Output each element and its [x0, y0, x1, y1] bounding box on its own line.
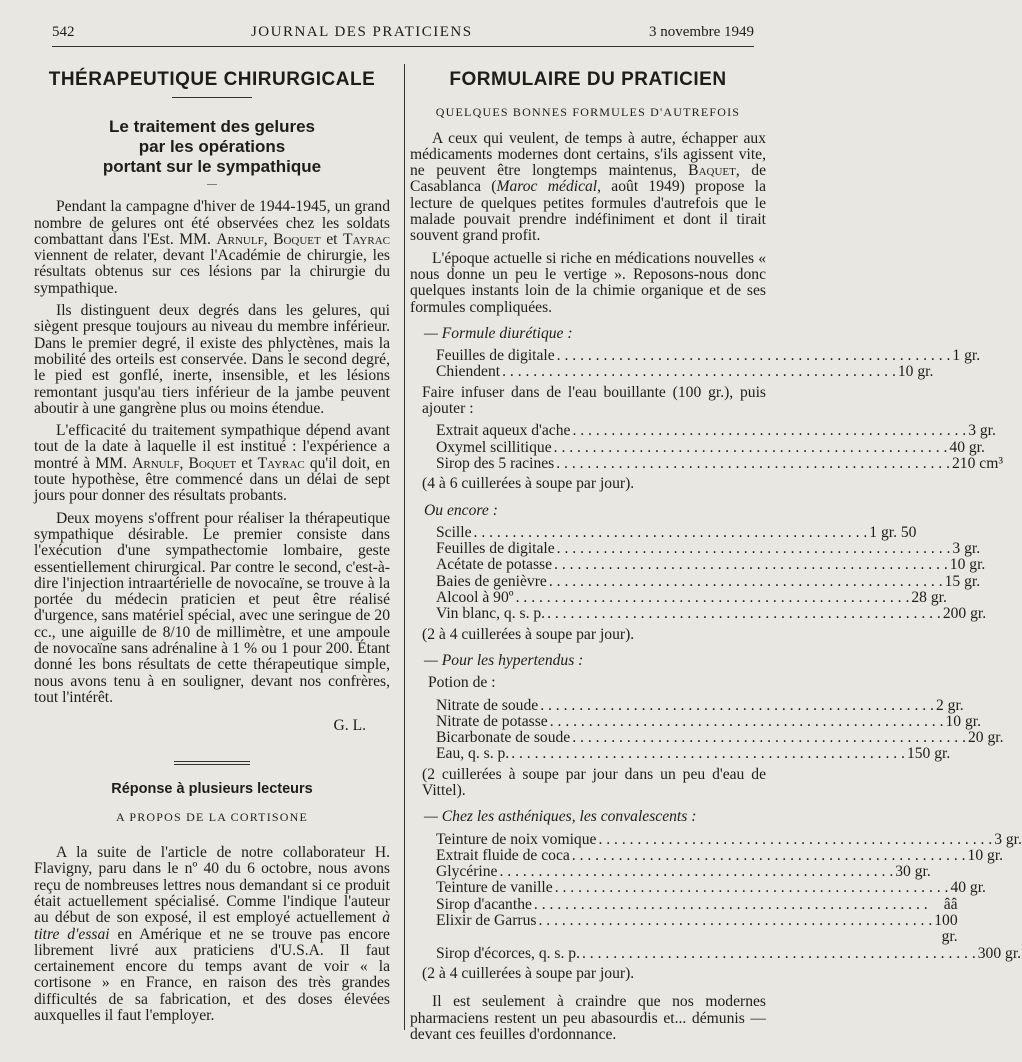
- ingredient-row: Sirop d'écorces, q. s. p. . . . 300 gr.: [436, 946, 766, 962]
- dosage-note: (2 à 4 cuillerées à soupe par jour).: [422, 625, 635, 643]
- reply-title: Réponse à plusieurs lecteurs: [111, 780, 313, 797]
- ingredient-row: Eau, q. s. p. . . . 150 gr.: [436, 746, 766, 762]
- ingredient-row: Elixir de Garrus . . .: [436, 913, 934, 929]
- formula-rows: [436, 347, 981, 381]
- journal-title: JOURNAL DES PRATICIENS: [250, 24, 473, 40]
- intro-paragraph: A ceux qui veulent, de temps à autre, échapper aux médicaments modernes dont certains, s'ils agissent vite, ne peuvent être longtemps maintenus, Baquet, de Casablanca (Maroc médical, août 1949) propose la lecture de quelques petites formules d'autrefois que le malade pouvait prendre indéfiniment et dont il tirait souvent grand profit.: [410, 129, 767, 245]
- ingredient-row: Extrait fluide de coca . . . 10 gr.: [436, 848, 766, 864]
- ingredient-row: Extrait aqueux d'ache . . . 3 gr.: [436, 423, 766, 439]
- dosage-note: (2 cuillerées à soupe par jour dans un peu d'eau de Vittel).: [422, 765, 766, 799]
- section-title-right: FORMULAIRE DU PRATICIEN: [449, 69, 727, 90]
- article-paragraph: L'efficacité du traitement sympathique dépend avant tout de la date à laquelle il est institué : l'expérience a montré à MM. Arnulf, Boquet et Tayrac qu'il doit, en toute hypothèse, être commencé dans un délai de sept jours pour donner des résultats probants.: [34, 422, 391, 505]
- column-divider: [404, 64, 405, 1030]
- header-rule: [52, 46, 754, 47]
- double-rule: [174, 761, 250, 765]
- section-title-left: THÉRAPEUTIQUE CHIRURGICALE: [48, 69, 376, 90]
- ingredient-row: Vin blanc, q. s. p. . . . 200 gr.: [436, 606, 766, 622]
- article-title: [34, 117, 390, 177]
- article-title-line: Le traitement des gelures: [109, 117, 315, 137]
- formulaire-subtitle: QUELQUES BONNES FORMULES D'AUTREFOIS: [435, 105, 741, 120]
- signature: G. L.: [333, 717, 366, 735]
- ingredient-row: Nitrate de potasse . . . 10 gr.: [436, 714, 766, 730]
- section-rule: [172, 97, 252, 98]
- dosage-note: (2 à 4 cuillerées à soupe par jour).: [422, 964, 635, 982]
- reply-paragraph: A la suite de l'article de notre collaborateur H. Flavigny, paru dans le nº 40 du 6 octobre, nous avons reçu de nombreuses lettres nous demandant si ce produit était actuellement spécialisé. Comme l'indique l'auteur au début de son exposé, il est employé actuellement à titre d'essai en Amérique et ne se trouve pas encore librement livré aux praticiens d'U.S.A. Il faut certainement encore du temps avant de voir « la cortisone » en France, en raison des très grandes difficultés de sa fabrication, et des doses élevées auxquelles il faut l'employer.: [34, 844, 390, 1025]
- ingredient-row: Scille . . . 1 gr. 50: [436, 525, 766, 541]
- formula-heading: Ou encore :: [424, 501, 498, 519]
- ingredient-row: Acétate de potasse . . . 10 gr.: [436, 557, 766, 573]
- ingredient-row: Feuilles de digitale . . . 3 gr.: [436, 541, 766, 557]
- issue-date: 3 novembre 1949: [649, 24, 754, 40]
- formula-instruction: Faire infuser dans de l'eau bouillante (100 gr.), puis ajouter :: [422, 383, 766, 418]
- ingredient-row: Feuilles de digitale . . . 1 gr.: [436, 348, 766, 364]
- ingredient-row: Teinture de vanille . . . 40 gr.: [436, 880, 766, 896]
- pair-quantity: ââ 100 gr.: [934, 895, 958, 946]
- formula-heading: — Pour les hypertendus :: [424, 651, 584, 669]
- article-paragraph: Ils distinguent deux degrés dans les gelures, qui siègent presque toujours au niveau du membre inférieur. Dans le premier degré, il existe des phlyctènes, mais la mobilité des orteils est conservée. Dans le second degré, le pied est gonflé, inerte, insensible, et les lésions remontant jusqu'au tiers inférieur de la jambe peuvent aboutir à une gangrène plus ou moins étendue.: [34, 302, 390, 417]
- reply-subtitle: A PROPOS DE LA CORTISONE: [115, 809, 309, 824]
- page-header: [52, 24, 754, 44]
- ingredient-row: Oxymel scillitique . . . 40 gr.: [436, 440, 766, 456]
- formula-heading: — Chez les asthéniques, les convalescents :: [424, 808, 697, 826]
- ingredient-row: Alcool à 90º . . . 28 gr.: [436, 590, 766, 606]
- closing-paragraph: Il est seulement à craindre que nos modernes pharmaciens restent un peu abasourdis et... démunis — devant ces feuilles d'ordonnance.: [410, 993, 766, 1043]
- formula-heading: — Formule diurétique :: [424, 324, 573, 342]
- formula-rows: [436, 830, 1022, 962]
- ingredient-row: Chiendent . . . 10 gr.: [436, 364, 766, 380]
- ingredient-row: Nitrate de soude . . . 2 gr.: [436, 698, 766, 714]
- right-column: [410, 66, 1022, 1043]
- ingredient-row: Sirop d'acanthe . . .: [436, 897, 934, 913]
- formula-rows: [436, 422, 1003, 472]
- article-paragraph: Pendant la campagne d'hiver de 1944-1945, un grand nombre de gelures ont été observées chez les soldats combattant dans l'Est. MM. Arnulf, Boquet et Tayrac viennent de relater, devant l'Académie de chirurgie, les résultats obtenus sur ces lésions par la chirurgie du sympathique.: [34, 198, 390, 297]
- ingredient-row: Baies de genièvre . . . 15 gr.: [436, 574, 766, 590]
- left-column: [34, 66, 390, 1024]
- ingredient-pair: [436, 895, 958, 946]
- article-title-line: portant sur le sympathique: [102, 157, 322, 177]
- ingredient-row: Glycérine . . . 30 gr.: [436, 864, 766, 880]
- formula-rows: [436, 696, 1004, 763]
- ingredient-row: Bicarbonate de soude . . . 20 gr.: [436, 730, 766, 746]
- article-paragraph: Deux moyens s'offrent pour réaliser la thérapeutique sympathique désirable. Le premier consiste dans l'exécution d'une sympathectomie lombaire, geste essentiellement chirurgical. Par contre le second, c'est-à-dire l'injection intraartérielle de novocaïne, se trouve à la portée du médecin praticien et peut être réalisé d'urgence, sans matériel spécial, avec une seringue de 20 cc., une aiguille de 8/10 de millimètre, et une ampoule de novocaïne sans adrénaline à 1 % ou 1 pour 200. Étant donné les bons résultats de cette thérapeutique simple, nous avons tenu à en souligner, devant nos confrères, tout l'intérêt.: [34, 509, 390, 706]
- intro-paragraph: L'époque actuelle si riche en médications nouvelles « nous donne un peu le vertige ». Reposons-nous donc quelques instants loin de la chimie organique et de ses formules compliquées.: [410, 249, 766, 316]
- dosage-note: (4 à 6 cuillerées à soupe par jour).: [422, 475, 635, 493]
- page-number: 542: [52, 24, 75, 40]
- formula-rows: [436, 523, 987, 623]
- article-title-line: par les opérations: [138, 137, 286, 157]
- ingredient-row: Teinture de noix vomique . . . 3 gr.: [436, 832, 766, 848]
- ingredient-row: Sirop des 5 racines . . . 210 cm³: [436, 456, 766, 472]
- formula-intro: Potion de :: [428, 674, 496, 692]
- title-dash: —: [207, 179, 217, 191]
